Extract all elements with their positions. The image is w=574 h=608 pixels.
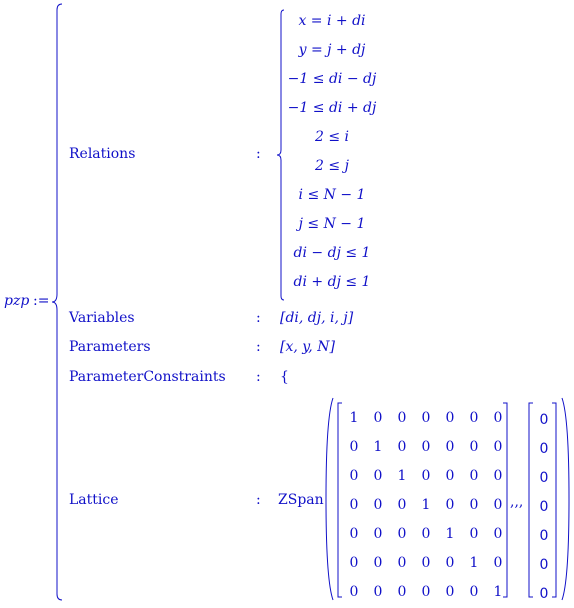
parameter-constraints-label: ParameterConstraints	[69, 369, 226, 385]
relations-separator: :	[256, 146, 261, 162]
relation-item: j ≤ N − 1	[298, 216, 366, 232]
lattice-separator: :	[256, 492, 261, 508]
matrix-cell: 0	[421, 409, 431, 426]
matrix-cell: 0	[373, 496, 383, 513]
matrix-cell: 0	[349, 525, 359, 542]
matrix-cell: 0	[469, 438, 479, 455]
zspan-argument-separator: ,,,	[510, 494, 524, 510]
matrix-cell: 0	[373, 554, 383, 571]
matrix-cell: 0	[445, 583, 455, 600]
matrix-cell: 1	[373, 438, 383, 455]
matrix-cell: 0	[493, 525, 503, 542]
zspan-right-paren	[561, 398, 571, 600]
matrix-cell: 0	[445, 496, 455, 513]
parameters-value: [x, y, N]	[280, 339, 335, 355]
matrix-cell: 0	[493, 467, 503, 484]
vector-cell: 0	[539, 411, 549, 428]
relations-label: Relations	[69, 146, 136, 162]
outer-left-brace	[52, 4, 66, 600]
parameter-constraints-separator: :	[256, 369, 261, 385]
vector-cell: 0	[539, 556, 549, 573]
matrix-cell: 1	[397, 467, 407, 484]
zspan-left-paren	[325, 398, 335, 600]
matrix-cell: 0	[469, 583, 479, 600]
vector-cell: 0	[539, 469, 549, 486]
matrix-cell: 0	[493, 409, 503, 426]
lattice-offset-vector	[532, 405, 556, 608]
matrix-cell: 0	[373, 467, 383, 484]
relation-item: i ≤ N − 1	[298, 187, 366, 203]
vector-cell: 0	[539, 440, 549, 457]
matrix-cell: 0	[397, 554, 407, 571]
matrix-cell: 0	[421, 438, 431, 455]
matrix-cell: 0	[469, 467, 479, 484]
matrix-cell: 0	[421, 467, 431, 484]
vector-cell: 0	[539, 585, 549, 602]
relation-item: di + dj ≤ 1	[293, 274, 371, 290]
matrix-cell: 0	[493, 554, 503, 571]
matrix-cell: 0	[373, 409, 383, 426]
relation-item: −1 ≤ di + dj	[287, 100, 377, 116]
matrix-cell: 1	[349, 409, 359, 426]
matrix-cell: 0	[397, 438, 407, 455]
matrix-cell: 1	[445, 525, 455, 542]
zspan-function-name: ZSpan	[278, 492, 324, 508]
matrix-cell: 0	[349, 467, 359, 484]
relation-item: di − dj ≤ 1	[293, 245, 371, 261]
lattice-matrix	[342, 403, 510, 606]
lattice-label: Lattice	[69, 492, 119, 508]
relation-item: y = j + dj	[298, 42, 366, 58]
matrix-cell: 0	[421, 554, 431, 571]
assigned-variable-name: pzp	[4, 293, 30, 309]
variables-separator: :	[256, 310, 261, 326]
parameter-constraints-value: {	[280, 369, 289, 385]
variables-label: Variables	[69, 310, 135, 326]
parameters-label: Parameters	[69, 339, 151, 355]
matrix-cell: 0	[349, 554, 359, 571]
relation-item: 2 ≤ j	[315, 158, 349, 174]
matrix-cell: 0	[493, 496, 503, 513]
matrix-cell: 0	[469, 525, 479, 542]
matrix-cell: 0	[469, 409, 479, 426]
matrix-cell: 1	[469, 554, 479, 571]
matrix-cell: 1	[421, 496, 431, 513]
matrix-cell: 0	[445, 409, 455, 426]
relation-item: −1 ≤ di − dj	[287, 71, 377, 87]
matrix-cell: 0	[445, 467, 455, 484]
matrix-cell: 0	[373, 525, 383, 542]
matrix-cell: 0	[493, 438, 503, 455]
matrix-cell: 0	[445, 438, 455, 455]
matrix-cell: 0	[421, 583, 431, 600]
variables-value: [di, dj, i, j]	[280, 310, 354, 326]
relation-item: 2 ≤ i	[314, 129, 349, 145]
matrix-cell: 0	[349, 496, 359, 513]
matrix-cell: 0	[397, 583, 407, 600]
matrix-cell: 0	[469, 496, 479, 513]
matrix-cell: 1	[493, 583, 503, 600]
matrix-cell: 0	[421, 525, 431, 542]
vector-cell: 0	[539, 527, 549, 544]
matrix-cell: 0	[349, 583, 359, 600]
parameters-separator: :	[256, 339, 261, 355]
matrix-cell: 0	[397, 525, 407, 542]
matrix-cell: 0	[349, 438, 359, 455]
matrix-cell: 0	[373, 583, 383, 600]
relation-item: x = i + di	[298, 13, 366, 29]
vector-cell: 0	[539, 498, 549, 515]
matrix-cell: 0	[397, 496, 407, 513]
assignment-operator: :=	[33, 293, 50, 309]
matrix-cell: 0	[397, 409, 407, 426]
matrix-cell: 0	[445, 554, 455, 571]
